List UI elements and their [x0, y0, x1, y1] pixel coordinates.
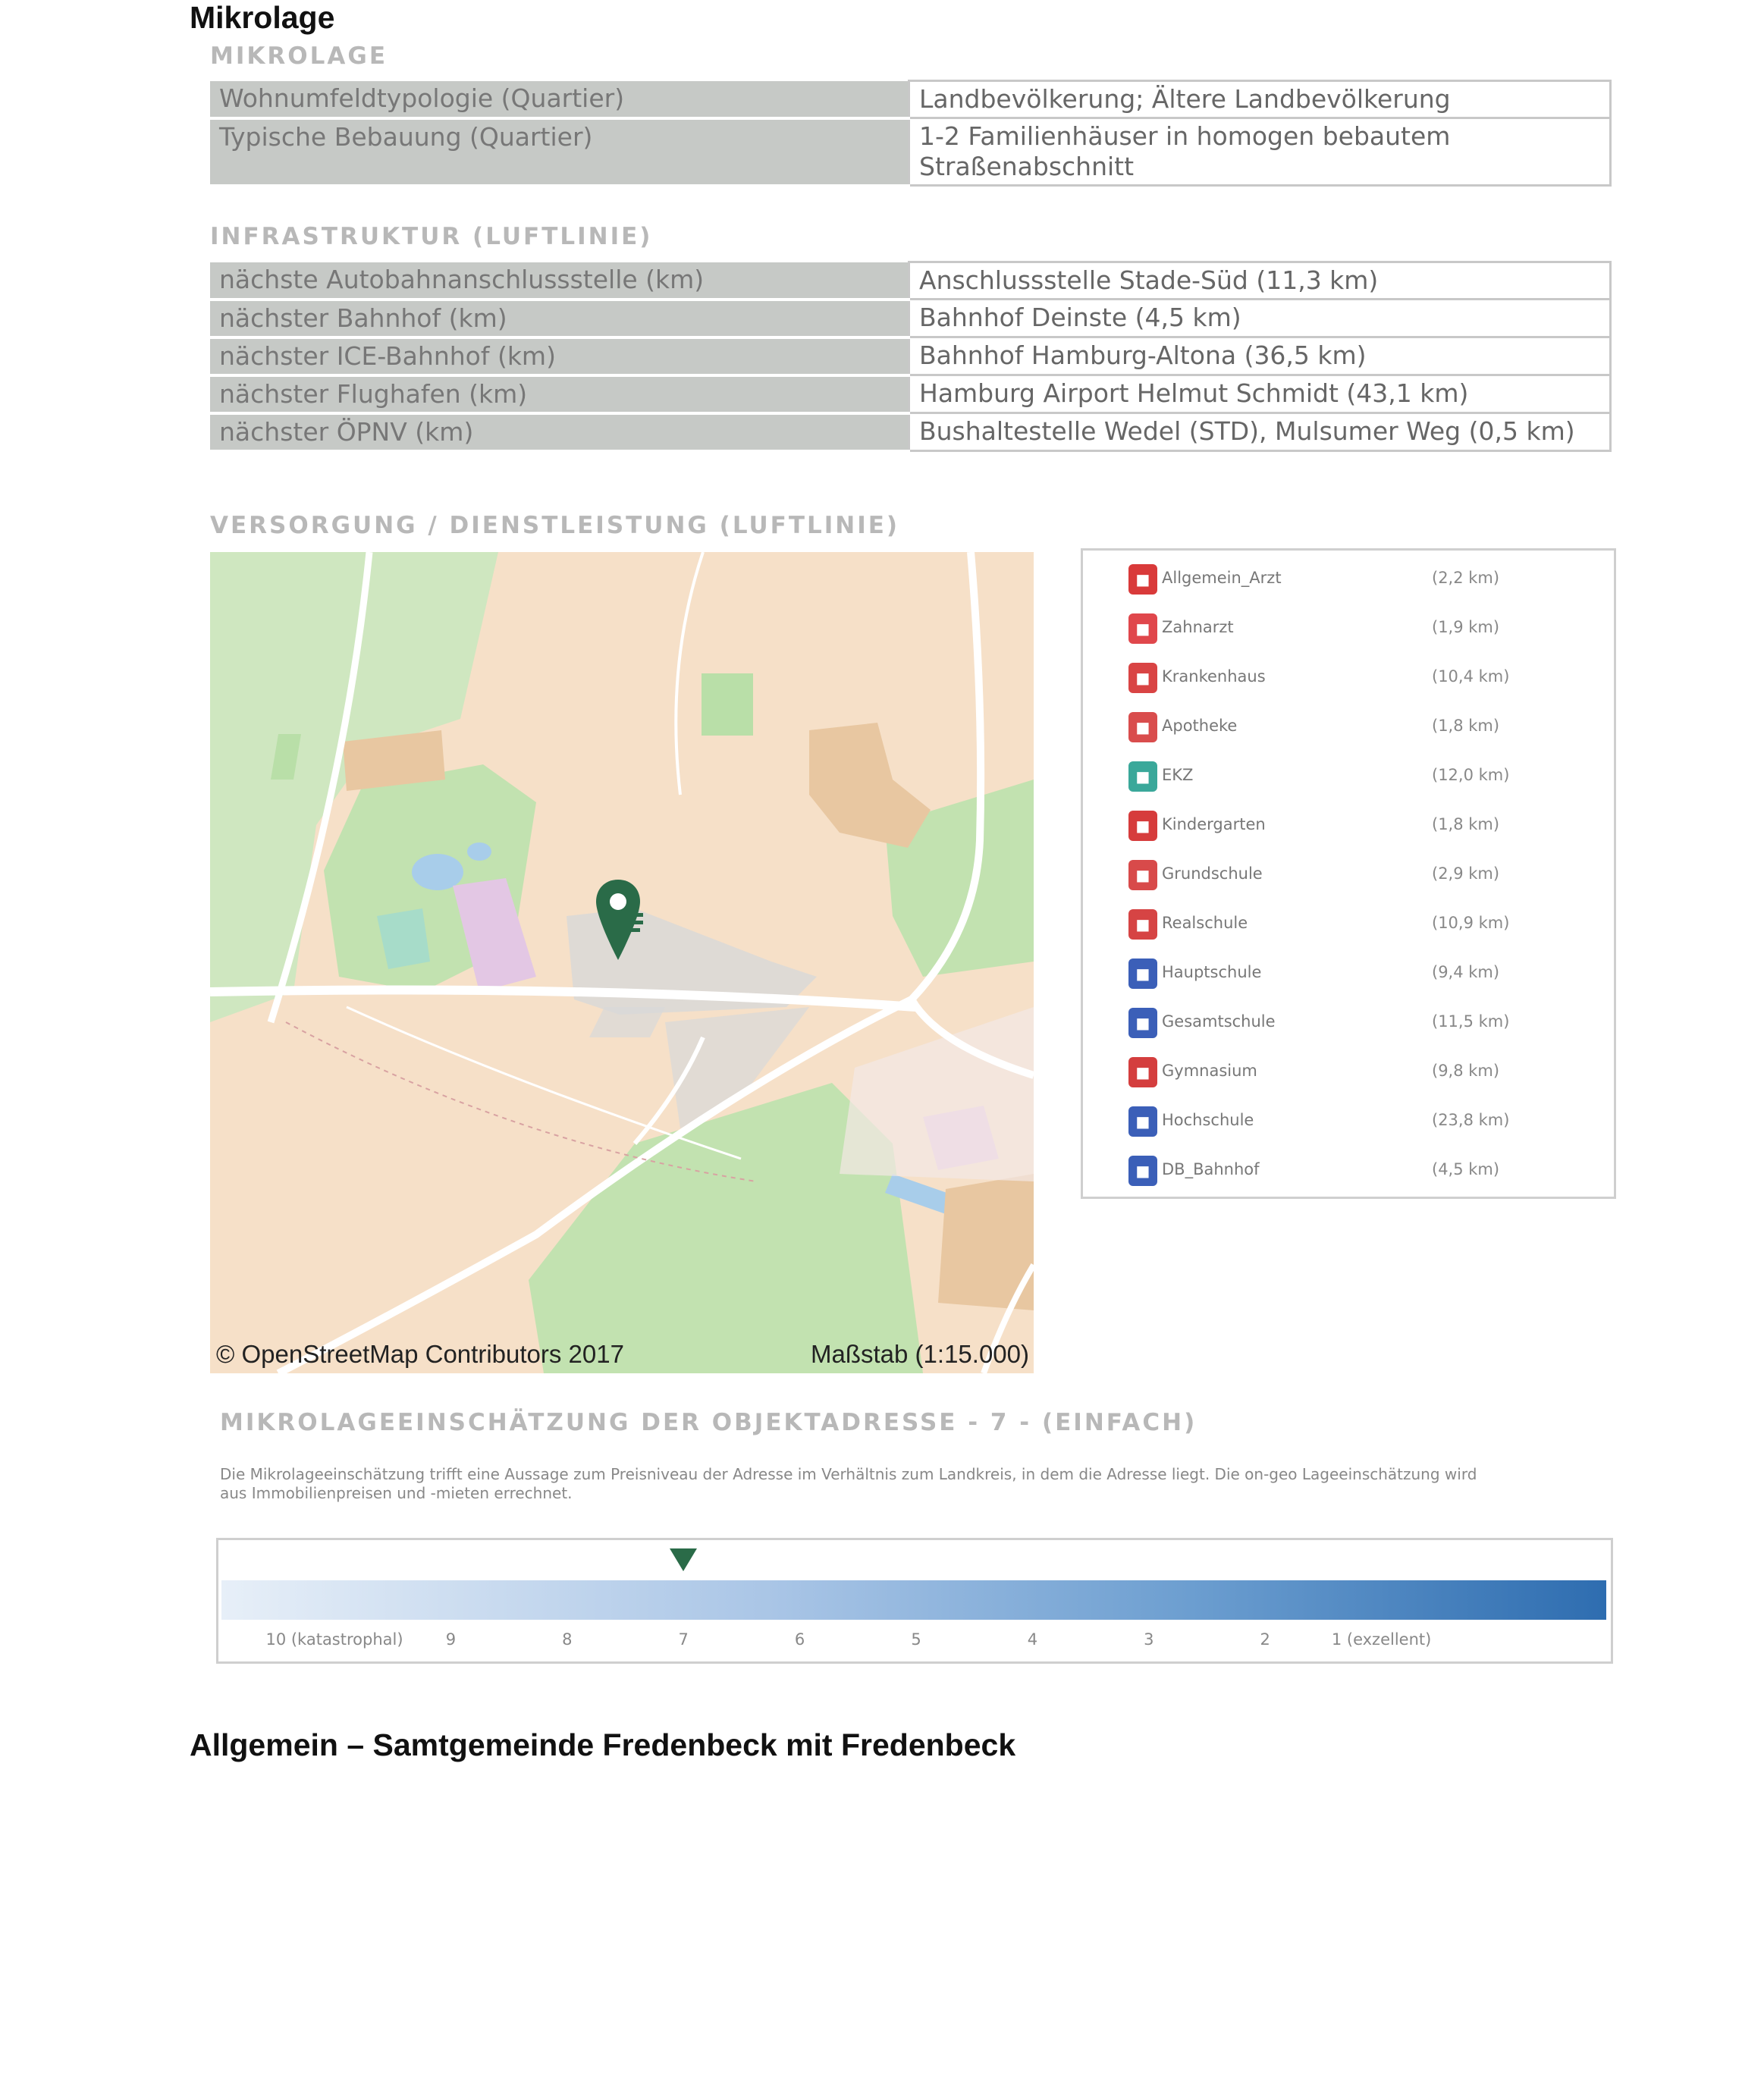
location-map[interactable]: [210, 552, 1034, 1373]
legend-item: [1128, 955, 1599, 992]
rating-tick-label: 6: [794, 1630, 805, 1649]
school-icon: ■: [1128, 909, 1157, 940]
location-marker-icon[interactable]: [593, 877, 643, 964]
infrastruktur-table: [210, 261, 1612, 453]
rating-tick-label: 1 (exzellent): [1331, 1630, 1432, 1649]
legend-distance: (23,8 km): [1432, 1111, 1510, 1129]
rating-tick-label: 7: [678, 1630, 689, 1649]
rating-tick-label: 2: [1260, 1630, 1270, 1649]
legend-distance: (9,8 km): [1432, 1062, 1500, 1080]
row-key: nächster ÖPNV (km): [210, 413, 909, 451]
legend-item: [1128, 709, 1599, 745]
map-road: [210, 990, 915, 1008]
rating-marker-icon: [670, 1548, 697, 1571]
legend-item: [1128, 758, 1599, 795]
map-forest-area: [210, 1075, 316, 1174]
row-value: 1-2 Familienhäuser in homogen bebautem Straßenabschnitt: [909, 118, 1611, 186]
mikrolage-title: MIKROLAGE: [210, 42, 388, 70]
rating-gradient-bar: [221, 1580, 1606, 1620]
legend-item: [1128, 660, 1599, 696]
legend-label: Zahnarzt: [1162, 618, 1234, 636]
legend-item: [1128, 1153, 1599, 1189]
legend-label: EKZ: [1162, 766, 1194, 784]
poi-legend: [1081, 548, 1616, 1199]
legend-distance: (1,8 km): [1432, 815, 1500, 833]
row-key: nächster Bahnhof (km): [210, 300, 909, 337]
school-icon: ■: [1128, 1008, 1157, 1038]
map-settlement: [589, 1007, 665, 1037]
legend-item: [1128, 1005, 1599, 1041]
pharmacy-icon: ■: [1128, 712, 1157, 742]
table-row: [210, 375, 1611, 413]
doctor-icon: ■: [1128, 564, 1157, 595]
map-scale: Maßstab (1:15.000): [811, 1340, 1029, 1368]
row-value: Bahnhof Deinste (4,5 km): [909, 300, 1611, 337]
row-value: Hamburg Airport Helmut Schmidt (43,1 km): [909, 375, 1611, 413]
legend-label: Allgemein_Arzt: [1162, 569, 1282, 587]
legend-distance: (12,0 km): [1432, 766, 1510, 784]
legend-label: Grundschule: [1162, 864, 1263, 883]
legend-item: [1128, 1103, 1599, 1140]
school-icon: ■: [1128, 959, 1157, 989]
row-key: Wohnumfeldtypologie (Quartier): [210, 81, 909, 118]
section-heading-allgemein: Allgemein – Samtgemeinde Fredenbeck mit Fredenbeck: [190, 1727, 1016, 1762]
legend-distance: (9,4 km): [1432, 963, 1500, 981]
section-heading-mikrolage: Mikrolage: [190, 0, 335, 35]
mikrolage-table: [210, 80, 1612, 187]
legend-label: Apotheke: [1162, 717, 1238, 735]
legend-label: Kindergarten: [1162, 815, 1266, 833]
row-key: nächster ICE-Bahnhof (km): [210, 337, 909, 375]
versorgung-title: VERSORGUNG / DIENSTLEISTUNG (LUFTLINIE): [210, 512, 900, 539]
table-row: [210, 300, 1611, 337]
rating-tick-label: 4: [1027, 1630, 1038, 1649]
einschaetzung-title: MIKROLAGEEINSCHÄTZUNG DER OBJEKTADRESSE - 7 - (EINFACH): [220, 1409, 1197, 1436]
shopping-icon: ■: [1128, 761, 1157, 792]
legend-item: [1128, 561, 1599, 598]
legend-label: Gesamtschule: [1162, 1012, 1276, 1031]
map-landuse-lightpink: [840, 1007, 1034, 1181]
legend-label: Hochschule: [1162, 1111, 1254, 1129]
table-row: [210, 337, 1611, 375]
table-row: [210, 413, 1611, 451]
rating-tick-label: 8: [562, 1630, 573, 1649]
legend-label: Gymnasium: [1162, 1062, 1257, 1080]
legend-distance: (2,2 km): [1432, 569, 1500, 587]
rating-tick-label: 3: [1144, 1630, 1154, 1649]
legend-item: [1128, 857, 1599, 893]
map-road: [676, 552, 703, 795]
school-icon: ■: [1128, 860, 1157, 890]
row-key: nächster Flughafen (km): [210, 375, 909, 413]
rating-tick-label: 9: [445, 1630, 457, 1649]
school-icon: ■: [1128, 1057, 1157, 1087]
map-water: [412, 854, 463, 890]
legend-distance: (11,5 km): [1432, 1012, 1510, 1031]
row-value: Landbevölkerung; Ältere Landbevölkerung: [909, 81, 1611, 118]
rating-scale: [216, 1538, 1613, 1664]
map-credit: © OpenStreetMap Contributors 2017: [216, 1340, 624, 1368]
train-icon: ■: [1128, 1156, 1157, 1186]
legend-distance: (10,4 km): [1432, 667, 1510, 686]
table-row: [210, 262, 1611, 300]
row-value: Bushaltestelle Wedel (STD), Mulsumer Weg (0,5 km): [909, 413, 1611, 451]
legend-item: [1128, 906, 1599, 943]
legend-label: Krankenhaus: [1162, 667, 1266, 686]
legend-item: [1128, 808, 1599, 844]
row-value: Bahnhof Hamburg-Altona (36,5 km): [909, 337, 1611, 375]
einschaetzung-description: Die Mikrolageeinschätzung trifft eine Aussage zum Preisniveau der Adresse im Verhältnis zum Landkreis, in dem die Adresse liegt. Die on-geo Lageeinschätzung wird aus Immobilienpreisen und -mieten errechnet.: [220, 1465, 1477, 1502]
legend-distance: (1,8 km): [1432, 717, 1500, 735]
legend-item: [1128, 1054, 1599, 1090]
legend-item: [1128, 610, 1599, 647]
legend-label: Hauptschule: [1162, 963, 1262, 981]
row-key: nächste Autobahnanschlussstelle (km): [210, 262, 909, 300]
legend-distance: (2,9 km): [1432, 864, 1500, 883]
hospital-icon: ■: [1128, 663, 1157, 693]
legend-distance: (1,9 km): [1432, 618, 1500, 636]
row-value: Anschlussstelle Stade-Süd (11,3 km): [909, 262, 1611, 300]
tooth-icon: ■: [1128, 613, 1157, 644]
map-landuse-pink: [453, 878, 536, 992]
legend-distance: (10,9 km): [1432, 914, 1510, 932]
university-icon: ■: [1128, 1106, 1157, 1137]
legend-label: Realschule: [1162, 914, 1248, 932]
legend-distance: (4,5 km): [1432, 1160, 1500, 1178]
map-residential: [809, 723, 931, 848]
table-row: [210, 118, 1611, 186]
kindergarten-icon: ■: [1128, 811, 1157, 841]
infrastruktur-title: INFRASTRUKTUR (LUFTLINIE): [210, 223, 653, 250]
map-green-field: [702, 673, 753, 736]
rating-tick-label: 5: [911, 1630, 921, 1649]
legend-label: DB_Bahnhof: [1162, 1160, 1260, 1178]
row-key: Typische Bebauung (Quartier): [210, 118, 909, 186]
rating-tick-label: 10 (katastrophal): [265, 1630, 403, 1649]
map-water: [467, 842, 491, 861]
table-row: [210, 81, 1611, 118]
